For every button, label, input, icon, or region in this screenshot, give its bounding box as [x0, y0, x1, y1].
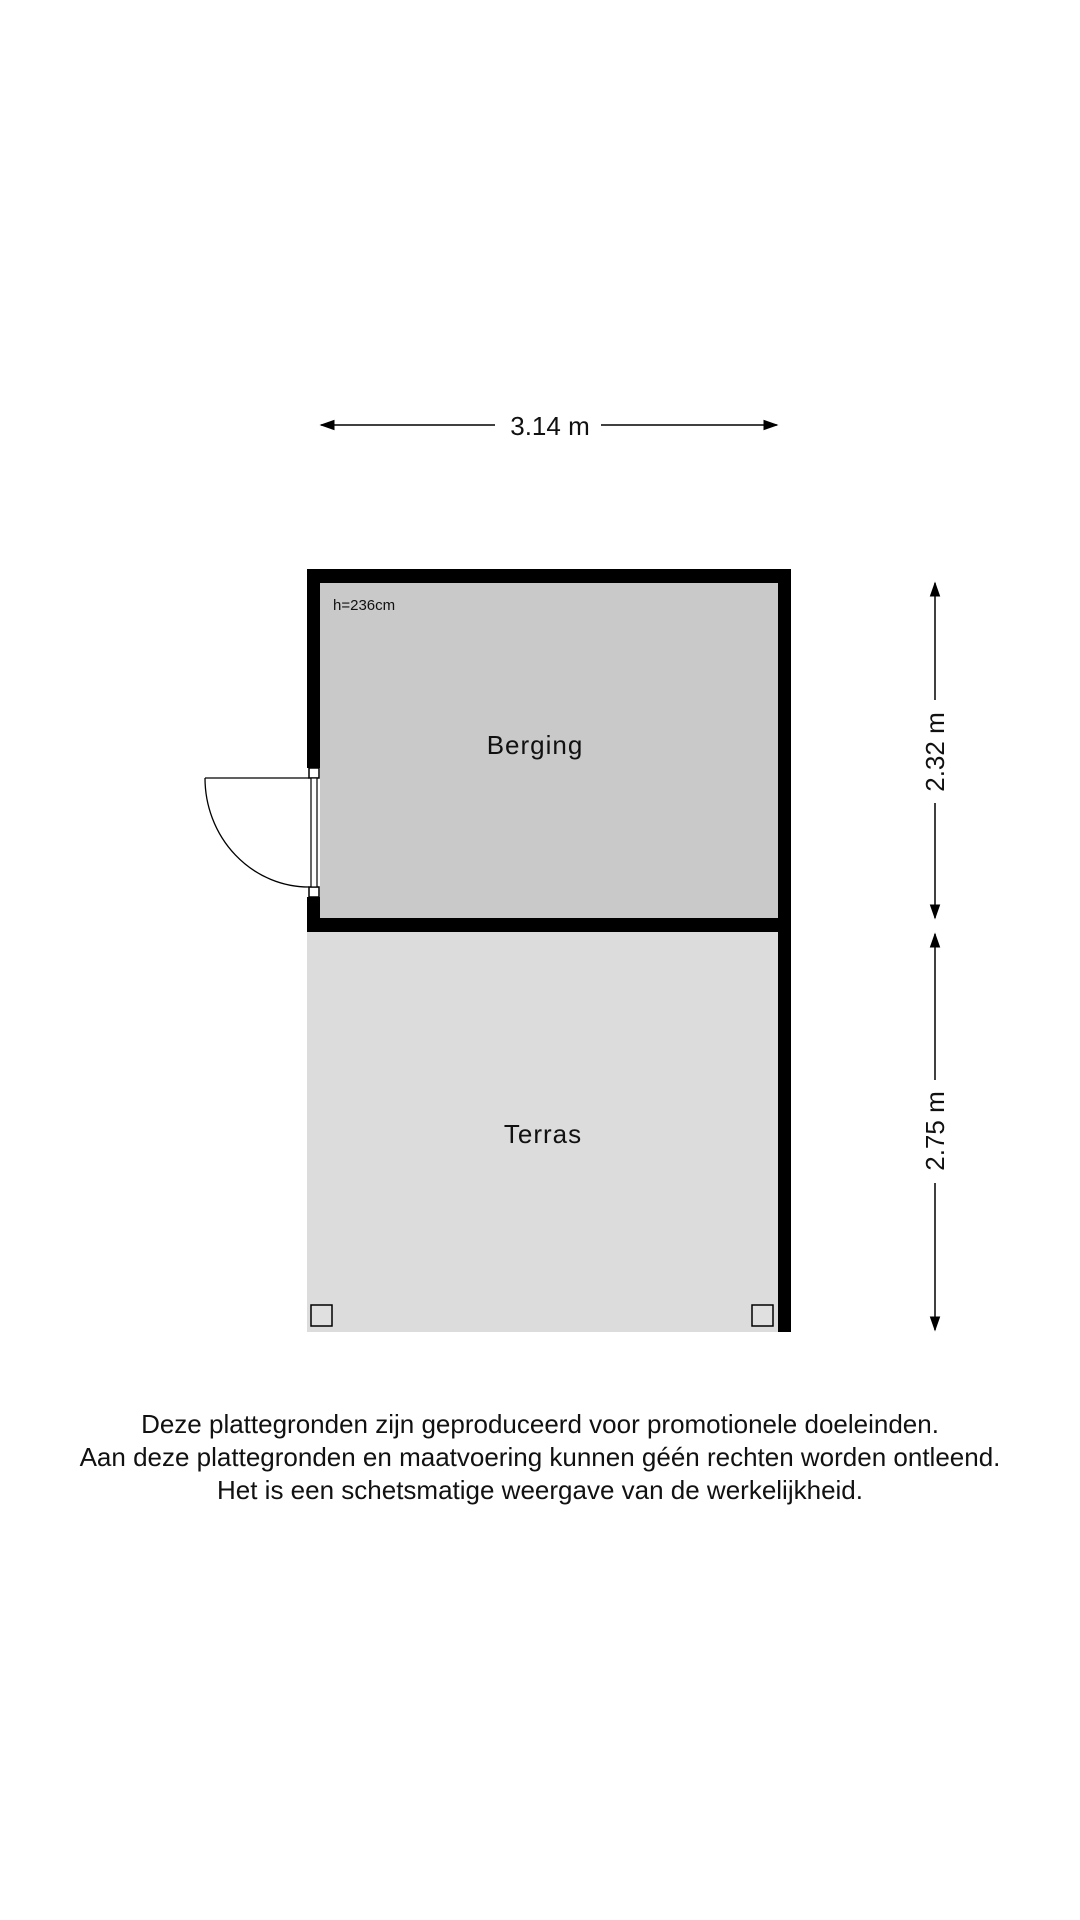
dimension-label-width: 3.14 m: [510, 411, 590, 441]
column-left: [311, 1305, 332, 1326]
dimension-label-terras: 2.75 m: [920, 1091, 950, 1171]
dimension-height-berging: [920, 583, 950, 918]
door-frame: [311, 778, 317, 887]
dimension-width-top: [321, 411, 777, 441]
room-label-terras: Terras: [503, 1119, 583, 1149]
disclaimer-line-2: Aan deze plattegronden en maatvoering kunnen géén rechten worden ontleend.: [79, 1442, 1001, 1472]
wall-right: [778, 569, 791, 1332]
door-jamb-bottom: [309, 887, 319, 897]
room-label-berging: Berging: [486, 730, 584, 760]
dimension-label-berging: 2.32 m: [920, 712, 950, 792]
wall-divider: [307, 918, 791, 932]
disclaimer-line-1: Deze plattegronden zijn geproduceerd voor promotionele doeleinden.: [141, 1409, 939, 1439]
column-right: [752, 1305, 773, 1326]
wall-top: [307, 569, 791, 583]
wall-left-upper: [307, 583, 320, 768]
disclaimer-line-3: Het is een schetsmatige weergave van de werkelijkheid.: [216, 1475, 863, 1505]
door: [205, 768, 319, 897]
door-swing-arc: [205, 778, 309, 887]
dimension-height-terras: [920, 934, 950, 1330]
disclaimer: [0, 1408, 1080, 1507]
ceiling-height-label: h=236cm: [333, 597, 396, 614]
door-jamb-top: [309, 768, 319, 778]
